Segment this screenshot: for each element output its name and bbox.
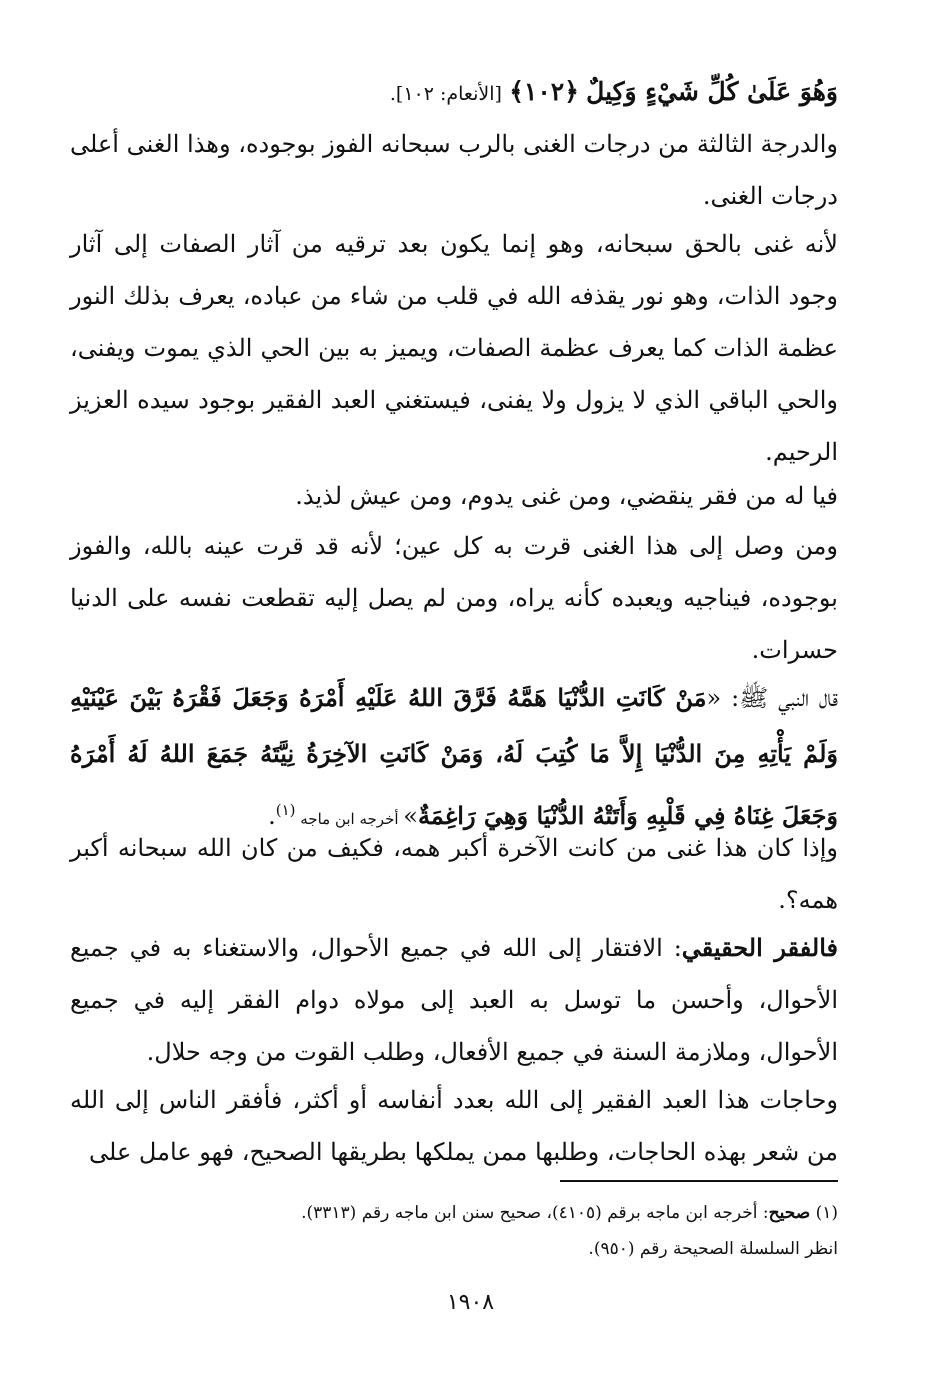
paragraph-wealth-by-truth: لأنه غنى بالحق سبحانه، وهو إنما يكون بعد ترقيه من آثار الصفات إلى آثار وجود الذات، وهو نور يقذفه الله في قلب من شاء من عباده، يعرف بذلك النور عظمة الذات كما يعرف عظمة الصفات، ويميز به بين الحي الذي يموت ويفنى، والحي الباقي الذي لا يزول ولا يفنى، فيستغني العبد الفقير بوجود سيده العزيز الرحيم.: [70, 230, 838, 466]
page-number: ١٩٠٨: [446, 1290, 495, 1315]
verse-text: وَهُوَ عَلَىٰ كُلِّ شَيْءٍ وَكِيلٌ: [586, 77, 838, 106]
verse-number: ﴿١٠٢﴾: [509, 77, 579, 106]
paragraph-third-degree: والدرجة الثالثة من درجات الغنى بالرب سبحانه الفوز بوجوده، وهذا الغنى أعلى درجات الغنى.: [70, 130, 838, 210]
hadith-text: مَنْ كَانَتِ الدُّنْيَا هَمَّهُ فَرَّقَ اللهُ عَلَيْهِ أَمْرَهُ وَجَعَلَ فَقْرَهُ بَيْنَ عَيْنَيْهِ وَلَمْ يَأْتِهِ مِنَ الدُّنْيَا إِلاَّ مَا كُتِبَ لَهُ، وَمَنْ كَانَتِ الآخِرَةُ نِيَّتَهُ جَمَعَ اللهُ لَهُ أَمْرَهُ وَجَعَلَ غِنَاهُ فِي قَلْبِهِ وَأَتَتْهُ الدُّنْيَا وَهِيَ رَاغِمَةٌ: [70, 683, 838, 830]
hadith-close-quote: »: [403, 802, 418, 830]
hadith-source: أخرجه ابن ماجه: [295, 810, 404, 828]
definition-term: فالفقر الحقيقي: [681, 933, 838, 962]
verse-reference: [الأنعام: ١٠٢].: [389, 83, 502, 105]
footnote-grade: صحيح: [768, 1203, 811, 1223]
footnote-number: (١): [810, 1203, 838, 1223]
paragraph-reaching-wealth: ومن وصل إلى هذا الغنى قرت به كل عين؛ لأنه قد قرت عينه بالله، والفوز بوجوده، فيناجيه ويعبده كأنه يراه، ومن لم يصل إليه تقطعت نفسه على الدنيا حسرات.: [70, 532, 838, 664]
hadith-paragraph: [70, 670, 838, 847]
paragraph-exclamation: فيا له من فقر ينقضي، ومن غنى يدوم، ومن عيش لذيذ.: [295, 482, 838, 510]
hadith-end: .: [268, 802, 276, 830]
footnote-separator: [560, 1180, 838, 1182]
footnote-text: : أخرجه ابن ماجه برقم (٤١٠٥)، صحيح سنن ابن ماجه رقم (٣٣١٣).: [301, 1203, 769, 1223]
paragraph-greater-concern: وإذا كان هذا غنى من كانت الآخرة أكبر همه، فكيف من كان الله سبحانه أكبر همه؟.: [70, 834, 838, 914]
paragraph-true-poverty: [70, 922, 838, 1078]
hadith-intro: قال النبي ﷺ: «: [706, 684, 838, 712]
definition-text: : الافتقار إلى الله في جميع الأحوال، والاستغناء به في جميع الأحوال، وأحسن ما توسل به العبد إلى مولاه دوام الفقر إليه في جميع الأحوال، وملازمة السنة في جميع الأفعال، وطلب القوت من وجه حلال.: [70, 934, 838, 1066]
quran-verse-header: [70, 72, 838, 114]
paragraph-needs: وحاجات هذا العبد الفقير إلى الله بعدد أنفاسه أو أكثر، فأفقر الناس إلى الله من شعر بهذه الحاجات، وطلبها ممن يملكها بطريقها الصحيح، فهو عامل على: [70, 1086, 838, 1166]
footnote-1: [70, 1196, 838, 1230]
footnote-1-continuation: انظر السلسلة الصحيحة رقم (٩٥٠).: [588, 1239, 838, 1259]
footnote-marker: (١): [275, 801, 296, 819]
